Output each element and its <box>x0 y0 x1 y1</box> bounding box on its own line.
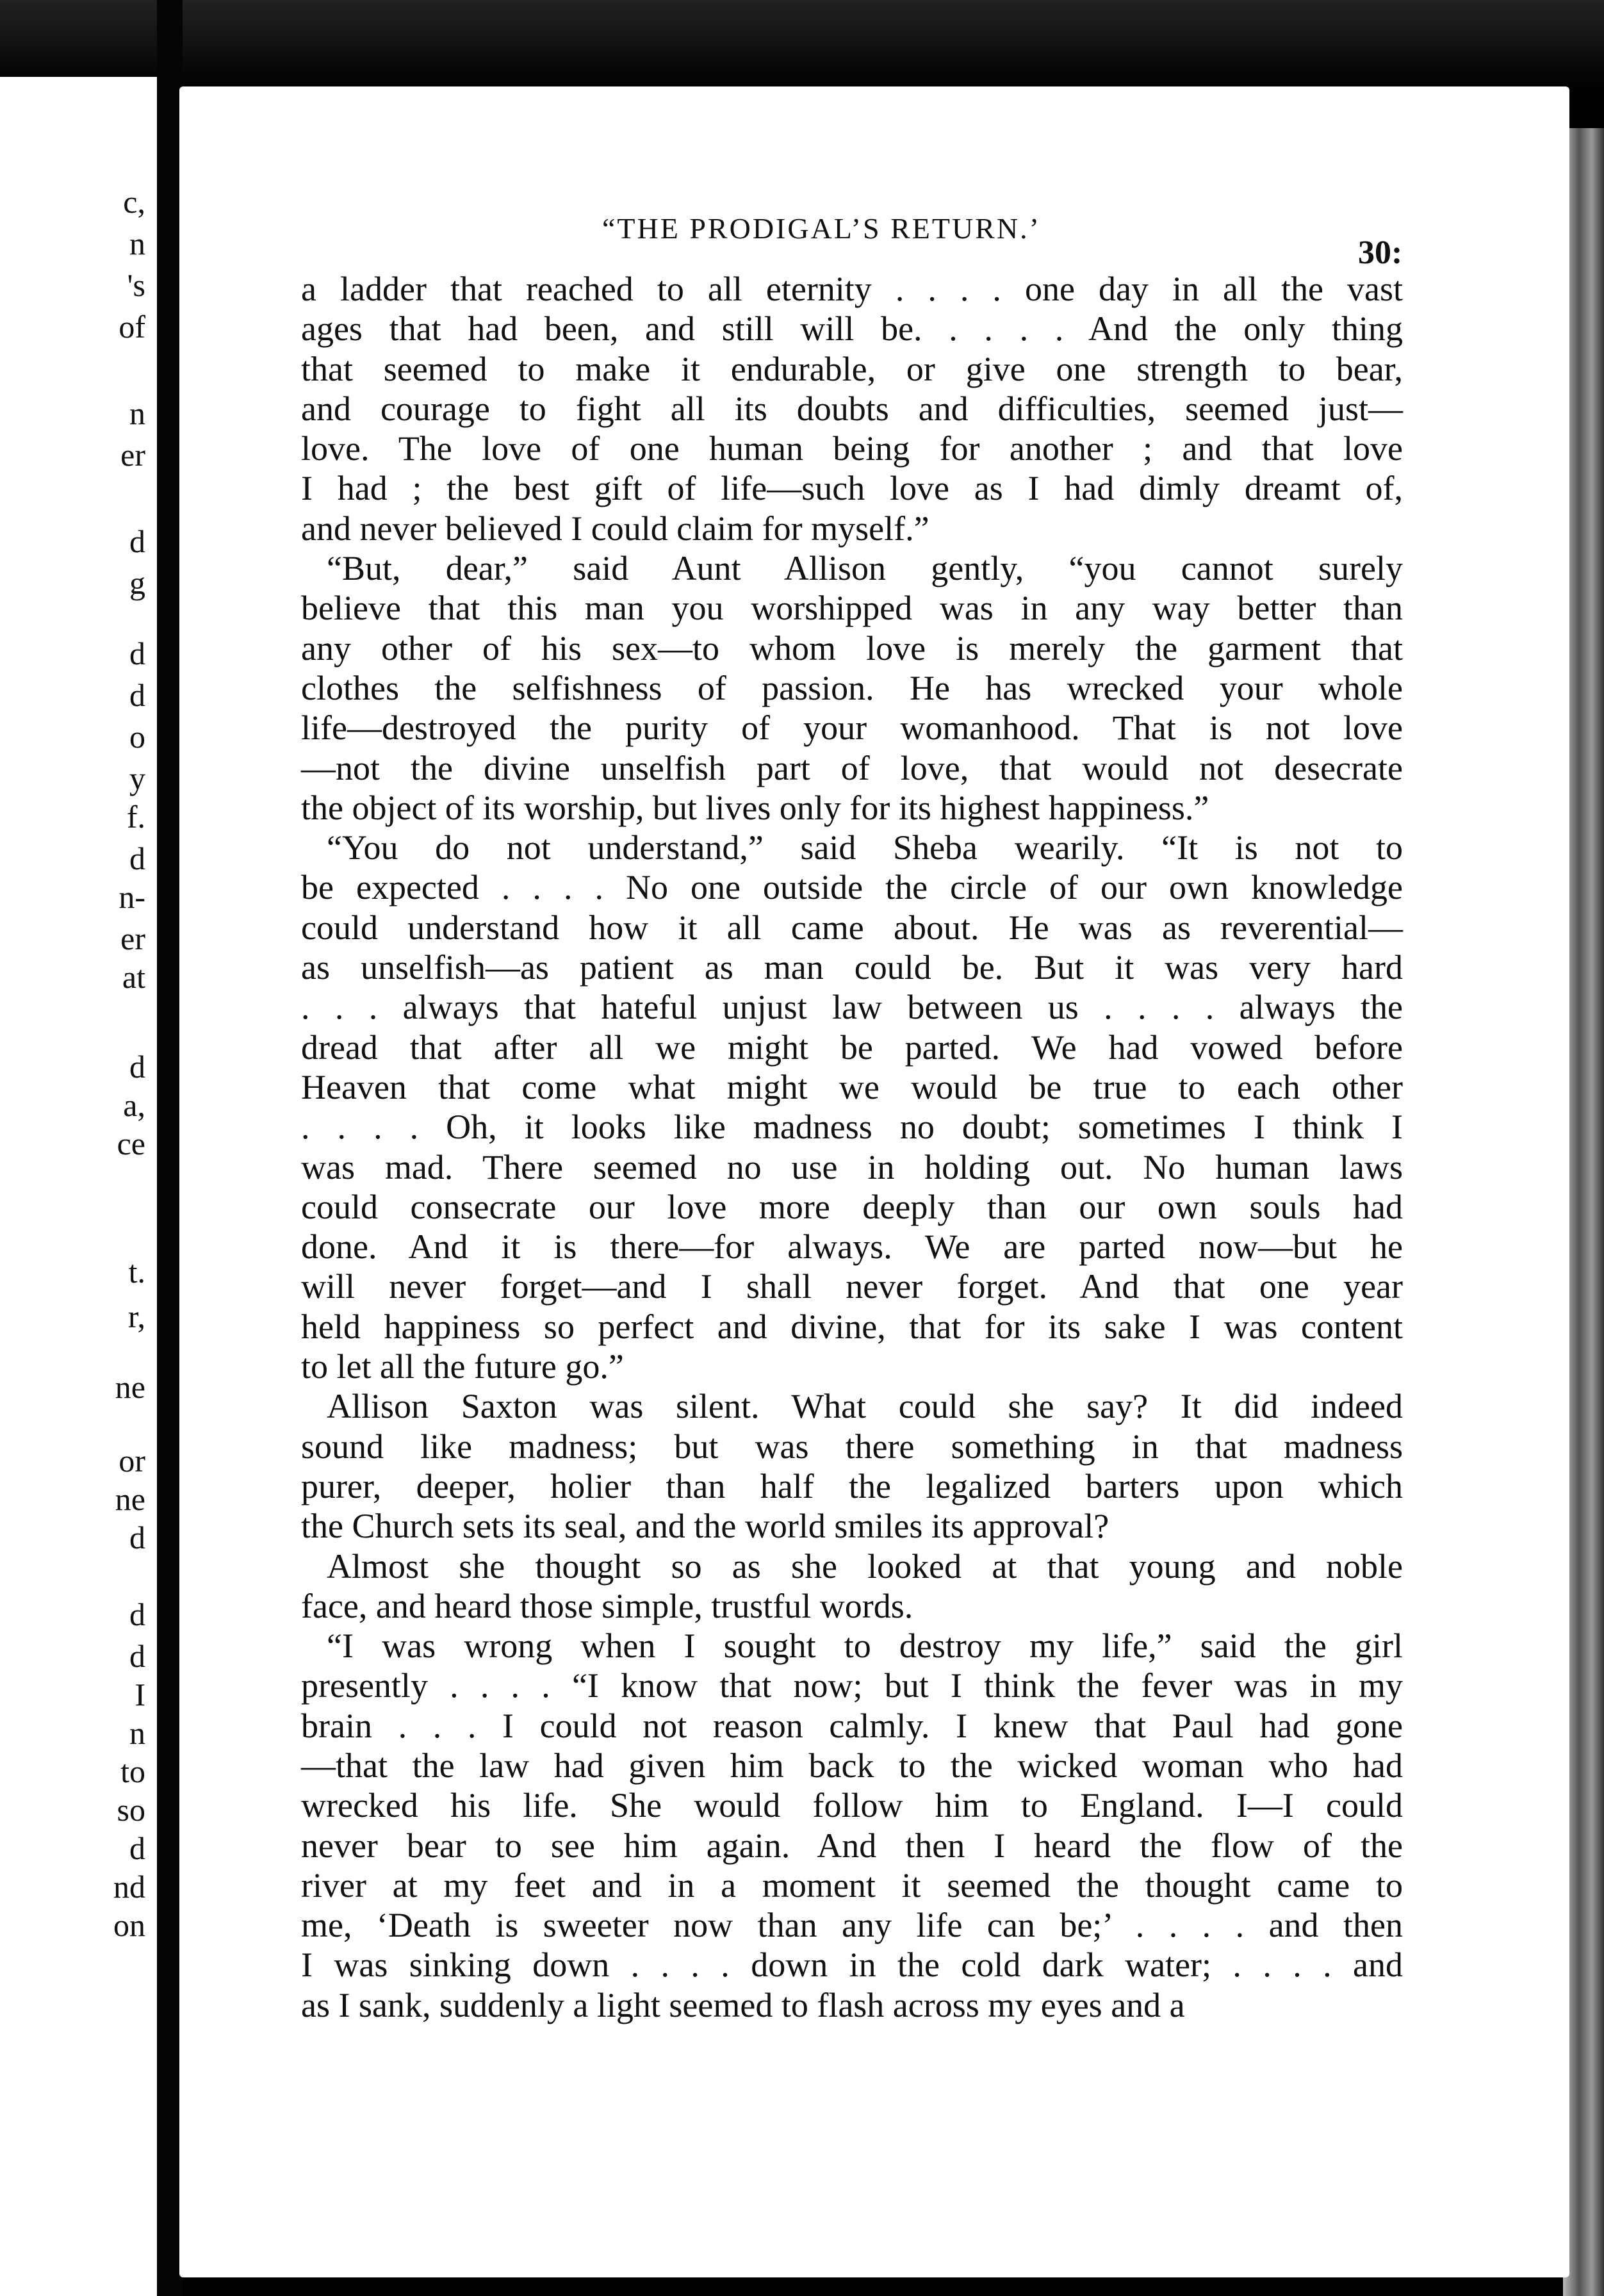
text-line: I was sinking down . . . . down in the cold dark water; . . . . and <box>301 1946 1403 1985</box>
left-page-fragment: t. <box>128 1254 145 1290</box>
left-page-fragment: ne <box>115 1369 145 1405</box>
text-line: that seemed to make it endurable, or give one strength to bear, <box>301 349 1403 388</box>
text-line: —that the law had given him back to the wicked woman who had <box>301 1746 1403 1785</box>
text-line: presently . . . . “I know that now; but I think the fever was in my <box>301 1666 1403 1705</box>
left-page-fragment: g <box>129 565 145 601</box>
left-page-fragment: ce <box>117 1126 145 1161</box>
text-line: the object of its worship, but lives only for its highest happiness.” <box>301 788 1209 827</box>
text-line: could consecrate our love more deeply than our own souls had <box>301 1187 1403 1226</box>
left-page-fragment: at <box>122 959 145 995</box>
left-page-fragment: on <box>113 1907 145 1943</box>
left-page-fragment: a, <box>123 1087 145 1123</box>
text-line: “You do not understand,” said Sheba wearily. “It is not to <box>327 828 1403 867</box>
text-line: purer, deeper, holier than half the legalized barters upon which <box>301 1466 1403 1505</box>
left-page-fragment: d <box>129 1638 145 1674</box>
text-line: Allison Saxton was silent. What could she say? It did indeed <box>327 1387 1403 1426</box>
text-line: believe that this man you worshipped was in any way better than <box>301 589 1403 628</box>
text-line: brain . . . I could not reason calmly. I knew that Paul had gone <box>301 1706 1403 1745</box>
left-page-fragment: to <box>120 1753 145 1789</box>
left-page-fragment: 's <box>127 267 145 303</box>
left-page-fragment: I <box>135 1677 145 1712</box>
page-number: 30: <box>1358 234 1403 271</box>
text-line: held happiness so perfect and divine, that for its sake I was content <box>301 1307 1403 1346</box>
left-page-fragment: f. <box>126 799 145 835</box>
text-line: could understand how it all came about. He was as reverential— <box>301 908 1403 947</box>
scan-top-shadow <box>0 0 1604 90</box>
text-line: a ladder that reached to all eternity . . . . one day in all the vast <box>301 270 1403 308</box>
text-line: was mad. There seemed no use in holding out. No human laws <box>301 1147 1403 1186</box>
left-page-fragment: d <box>129 677 145 713</box>
left-page-fragment: d <box>129 1520 145 1555</box>
text-line: will never forget—and I shall never forget. And that one year <box>301 1267 1403 1306</box>
left-page-fragment: d <box>129 1830 145 1866</box>
left-page-fragment: d <box>129 636 145 671</box>
text-line: Heaven that come what might we would be true to each other <box>301 1067 1403 1106</box>
text-line: never bear to see him again. And then I heard the flow of the <box>301 1826 1403 1865</box>
book-gutter <box>157 0 183 2296</box>
left-page-fragment: n <box>129 1715 145 1751</box>
left-page-fragment: y <box>129 760 145 796</box>
left-page-fragment: so <box>117 1792 145 1828</box>
left-page-fragment: or <box>119 1443 145 1479</box>
page-body <box>301 269 1403 2025</box>
text-line: “But, dear,” said Aunt Allison gently, “you cannot surely <box>327 549 1403 588</box>
text-line: and courage to fight all its doubts and difficulties, seemed just— <box>301 389 1403 428</box>
text-line: done. And it is there—for always. We are parted now—but he <box>301 1227 1403 1267</box>
left-page-fragment: ne <box>115 1481 145 1517</box>
text-line: clothes the selfishness of passion. He has wrecked your whole <box>301 668 1403 707</box>
left-page-fragment: d <box>129 1596 145 1632</box>
text-line: “I was wrong when I sought to destroy my life,” said the girl <box>327 1627 1403 1666</box>
left-page-fragment: of <box>119 309 145 345</box>
text-line: ages that had been, and still will be. . . . . And the only thing <box>301 309 1403 348</box>
left-page-fragment: d <box>129 523 145 559</box>
text-line: any other of his sex—to whom love is merely the garment that <box>301 628 1403 668</box>
left-page-fragment: c, <box>123 184 145 220</box>
left-page-fragment: d <box>129 1049 145 1085</box>
text-line: dread that after all we might be parted. We had vowed before <box>301 1028 1403 1067</box>
text-line: as unselfish—as patient as man could be. But it was very hard <box>301 948 1403 987</box>
text-line: me, ‘Death is sweeter now than any life can be;’ . . . . and then <box>301 1906 1403 1945</box>
text-line: . . . always that hateful unjust law between us . . . . always the <box>301 988 1403 1027</box>
left-page-fragment: o <box>129 719 145 755</box>
left-page-fragment: n <box>129 395 145 431</box>
text-line: river at my feet and in a moment it seemed the thought came to <box>301 1866 1403 1905</box>
left-page-fragment: er <box>120 437 145 473</box>
text-line: life—destroyed the purity of your womanhood. That is not love <box>301 709 1403 748</box>
left-page-fragment: r, <box>127 1299 145 1334</box>
text-line: the Church sets its seal, and the world smiles its approval? <box>301 1507 1109 1546</box>
left-page-fragment: n- <box>119 879 145 915</box>
text-line: —not the divine unselfish part of love, that would not desecrate <box>301 748 1403 787</box>
text-line: . . . . Oh, it looks like madness no doubt; sometimes I think I <box>301 1108 1403 1147</box>
text-line: and never believed I could claim for myself.” <box>301 509 929 548</box>
left-page-fragment: n <box>129 226 145 261</box>
text-line: be expected . . . . No one outside the circle of our own knowledge <box>301 868 1403 907</box>
text-line: wrecked his life. She would follow him to England. I—I could <box>301 1786 1403 1825</box>
running-title: “THE PRODIGAL’S RETURN.’ <box>602 212 1041 245</box>
left-page-edge <box>0 77 157 2296</box>
text-line: face, and heard those simple, trustful words. <box>301 1586 913 1625</box>
text-line: as I sank, suddenly a light seemed to flash across my eyes and a <box>301 1985 1185 2024</box>
left-page-fragment: d <box>129 840 145 876</box>
left-page-fragment: er <box>120 921 145 956</box>
text-line: love. The love of one human being for another ; and that love <box>301 429 1403 468</box>
text-line: I had ; the best gift of life—such love as I had dimly dreamt of, <box>301 469 1403 508</box>
text-line: Almost she thought so as she looked at that young and noble <box>327 1546 1403 1586</box>
text-line: to let all the future go.” <box>301 1347 624 1386</box>
left-page-fragment: nd <box>113 1869 145 1905</box>
text-line: sound like madness; but was there something in that madness <box>301 1427 1403 1466</box>
